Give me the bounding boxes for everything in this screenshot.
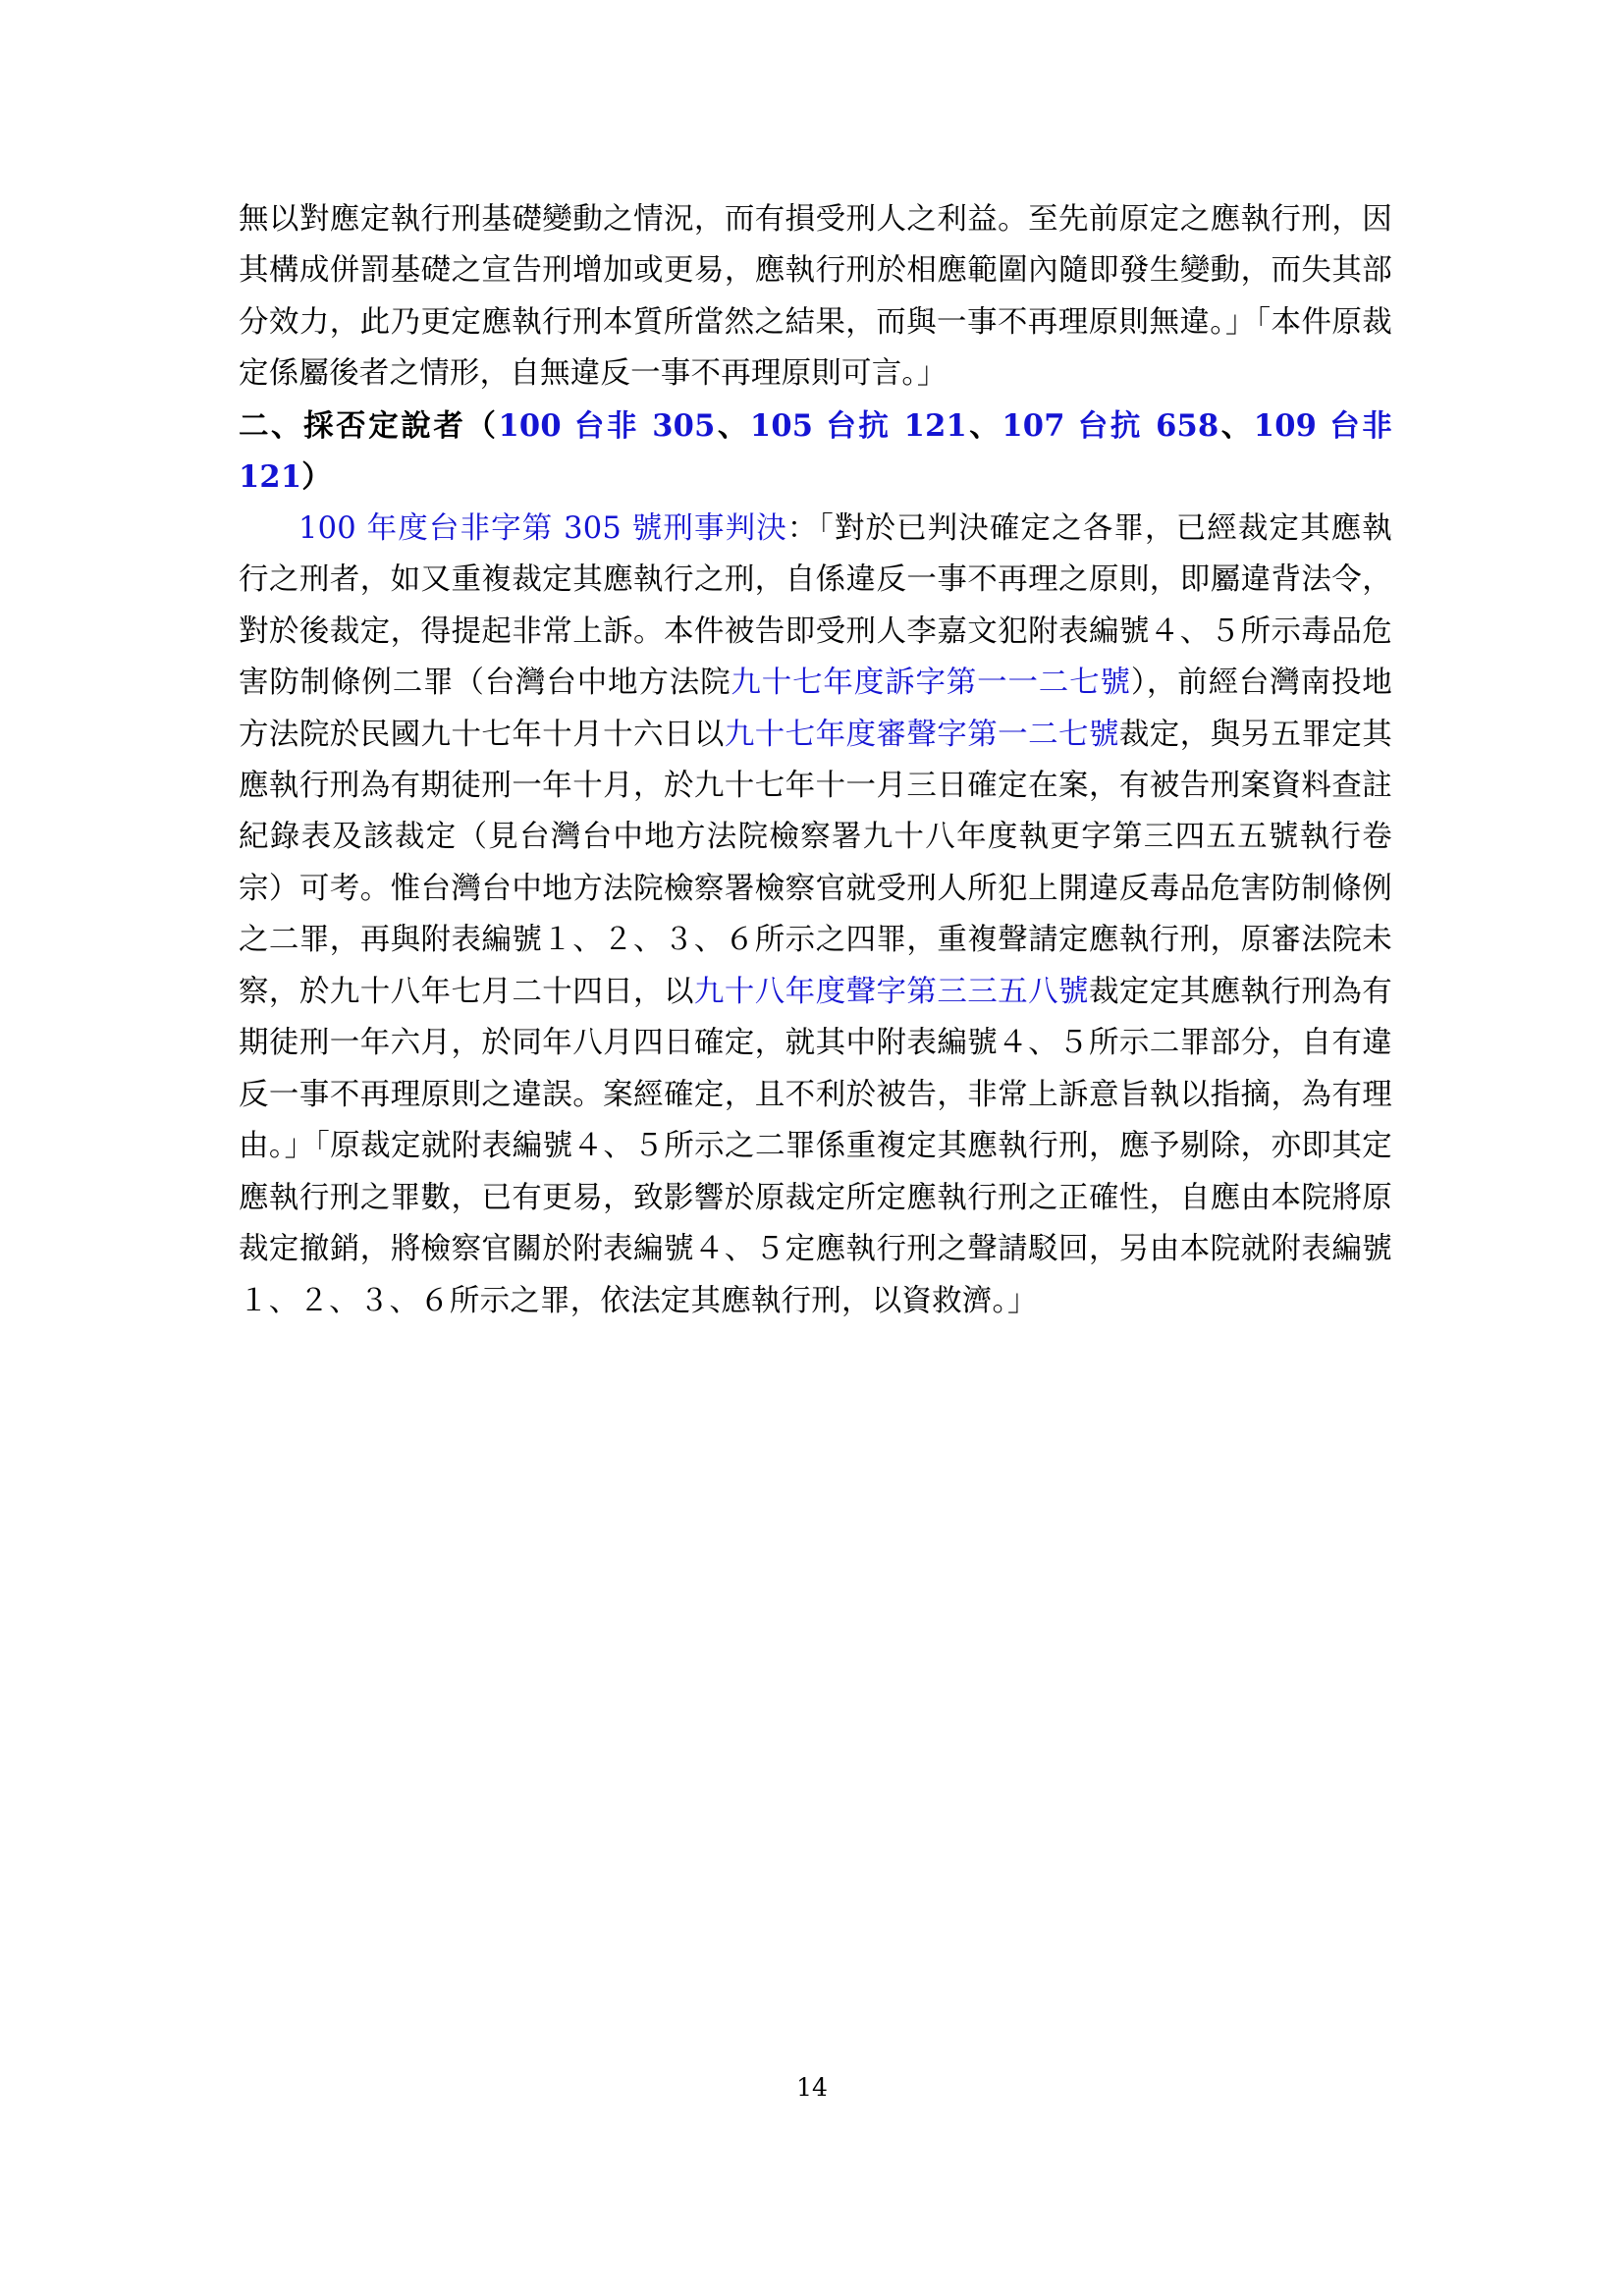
paragraph-opinion-continuation	[239, 194, 1392, 400]
body-text: 、	[1218, 407, 1254, 444]
citation-text: 109 台非 121	[239, 407, 1392, 496]
paragraph-section-heading	[239, 400, 1392, 504]
citation-text: 九十七年度訴字第一一二七號	[731, 666, 1131, 701]
document-body	[239, 194, 1392, 1327]
body-text: ：「對於已判決確定之各罪，已經裁定其應執行之刑者，如又重複裁定其應執行之刑，自係違反一事不再理之原則，即屬違背法令，對於後裁定，得提起非常上訴。本件被告即受刑人李嘉文犯附表編號４、５所示毒品危害防制條例二罪（台灣台中地方法院	[239, 510, 1393, 701]
body-text: 裁定，與另五罪定其應執行刑為有期徒刑一年十月，於九十七年十一月三日確定在案，有被告刑案資料查註紀錄表及該裁定（見台灣台中地方法院檢察署九十八年度執更字第三四五五號執行卷宗）可考。惟台灣台中地方法院檢察署檢察官就受刑人所犯上開違反毒品危害防制條例之二罪，再與附表編號１、２、３、６所示之四罪，重複聲請定應執行刑，原審法院未察，於九十八年七月二十四日，以	[239, 717, 1392, 1009]
body-text: ）	[301, 459, 332, 496]
body-text: 裁定定其應執行刑為有期徒刑一年六月，於同年八月四日確定，就其中附表編號４、５所示二罪部分，自有違反一事不再理原則之違誤。案經確定，且不利於被告，非常上訴意旨執以指摘，為有理由。」「原裁定就附表編號４、５所示之二罪係重複定其應執行刑，應予剔除，亦即其定應執行刑之罪數，已有更易，致影響於原裁定所定應執行刑之正確性，自應由本院將原裁定撤銷，將檢察官關於附表編號４、５定應執行刑之聲請駁回，另由本院就附表編號１、２、３、６所示之罪，依法定其應執行刑，以資救濟。」	[239, 974, 1393, 1318]
body-text: 二、採否定說者（	[239, 407, 499, 444]
citation-text: 九十七年度審聲字第一二七號	[724, 717, 1119, 752]
citation-text: 100 年度台非字第 305 號刑事判決	[298, 510, 787, 546]
citation-text: 105 台抗 121	[749, 407, 967, 444]
body-text: 無以對應定執行刑基礎變動之情況，而有損受刑人之利益。至先前原定之應執行刑，因其構成併罰基礎之宣告刑增加或更易，應執行刑於相應範圍內隨即發生變動，而失其部分效力，此乃更定應執行刑本質所當然之結果，而與一事不再理原則無違。」「本件原裁定係屬後者之情形，自無違反一事不再理原則可言。」	[239, 202, 1392, 392]
page-number: 14	[796, 2073, 828, 2102]
citation-text: 107 台抗 658	[1001, 407, 1219, 444]
paragraph-case-100-tai-fei-305	[239, 504, 1392, 1327]
body-text: 、	[966, 407, 1002, 444]
citation-text: 九十八年度聲字第三三五八號	[693, 974, 1089, 1009]
body-text: 、	[715, 407, 750, 444]
citation-text: 100 台非 305	[498, 407, 716, 444]
body-text: ），前經台灣南投地方法院於民國九十七年十月十六日以	[239, 666, 1392, 752]
